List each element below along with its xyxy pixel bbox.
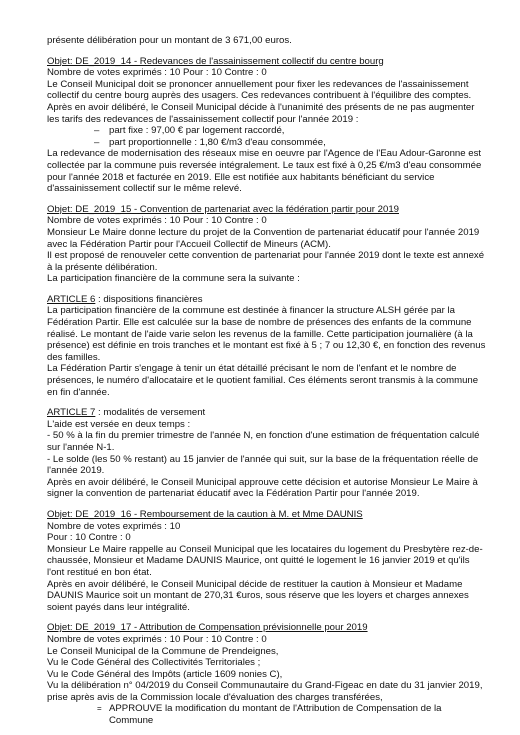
- dash-bullet-icon: –: [94, 136, 100, 148]
- article-7-paragraph-4: Après en avoir délibéré, le Conseil Municipal approuve cette décision et autorise Monsieur Le Maire à signer la convention de partenariat éducatif avec la Fédération Partir pour l'année 2019.: [47, 476, 478, 500]
- section-16-votes-count: Nombre de votes exprimés : 10: [47, 520, 181, 532]
- article-6-paragraph-1: La participation financière de la commune est destinée à financer la structure ALSH gérée par la Fédération Partir. Elle est calculée sur la base de nombre de présences des enfants de la commune réalisé. Le montant de l'aide varie selon les revenus de la famille. Cette participation journalière (à la présence) est définie en trois tranches et le montant est fixé à 5 ; 7 ou 12,30 €, en fonction des revenus des familles.: [47, 305, 486, 363]
- section-15-paragraph-3: La participation financière de la commune sera la suivante :: [47, 273, 300, 285]
- intro-line: présente délibération pour un montant de 3 671,00 euros.: [47, 35, 292, 46]
- article-7-paragraph-3: - Le solde (les 50 % restant) au 15 janvier de l'année qui suit, sur la base de la fréquentation réelle de l'année 2019.: [47, 453, 479, 477]
- section-17-paragraph-3: Vu le Code Général des Impôts (article 1609 nonies C),: [47, 668, 283, 680]
- section-14-title: Objet: DE_2019_14 - Redevances de l'assainissement collectif du centre bourg: [47, 55, 384, 67]
- section-14-bullet-2: – part proportionnelle : 1,80 €/m3 d'eau consommée,: [94, 136, 326, 148]
- section-15-paragraph-2: Il est proposé de renouveler cette convention de partenariat pour l'année 2019 dont le texte est annexé à la présente délibération.: [47, 250, 485, 273]
- article-7-heading: ARTICLE 7 : modalités de versement: [47, 407, 206, 419]
- document-page: [47, 35, 487, 727]
- section-14-paragraph-1: Le Conseil Municipal doit se prononcer annuellement pour fixer les redevances de l'assainissement collectif du centre bourg auprès des usagers. Ces redevances contribuent à l'équilibre des comptes.: [47, 78, 472, 102]
- section-14-bullet-1: – part fixe : 97,00 € par logement raccordé,: [94, 125, 285, 137]
- section-17-title: Objet: DE_2019_17 - Attribution de Compensation prévisionnelle pour 2019: [47, 622, 368, 634]
- section-16-paragraph-2: Après en avoir délibéré, le Conseil Municipal décide de restituer la caution à Monsieur et Madame DAUNIS Maurice soit un montant de 270,31 €uros, sous réserve que les loyers et charges annexes soient payés dans leur intégralité.: [47, 578, 469, 613]
- section-14-votes: Nombre de votes exprimés : 10 Pour : 10 Contre : 0: [47, 67, 267, 79]
- section-17-bullet-1: = APPROUVE la modification du montant de l'Attribution de Compensation de la Commune: [97, 703, 442, 727]
- section-16-paragraph-1: Monsieur Le Maire rappelle au Conseil Municipal que les locataires du logement du Presbytère rez-de-chaussée, Monsieur et Madame DAUNIS Maurice, ont quitté le logement le 16 janvier 2019 et qu'ils l'ont restitué en bon état.: [47, 543, 483, 578]
- section-17-paragraph-4: Vu la délibération n° 04/2019 du Conseil Communautaire du Grand-Figeac en date du 31 janvier 2019, prise après avis de la Commission locale d'évaluation des charges transférées,: [47, 680, 483, 703]
- section-15-paragraph-1: Monsieur Le Maire donne lecture du projet de la Convention de partenariat éducatif pour l'année 2019 avec la Fédération Partir pour l'Accueil Collectif de Mineurs (ACM).: [47, 226, 480, 250]
- section-17-paragraph-1: Le Conseil Municipal de la Commune de Prendeignes,: [47, 645, 279, 657]
- article-7-paragraph-2: - 50 % à la fin du premier trimestre de l'année N, en fonction d'une estimation de fréquentation calculé sur l'année N-1.: [47, 430, 480, 453]
- article-6-heading: ARTICLE 6 : dispositions financières: [47, 293, 203, 305]
- section-15-title: Objet: DE_2019_15 - Convention de partenariat avec la fédération partir pour 2019: [47, 203, 399, 215]
- section-17-paragraph-2: Vu le Code Général des Collectivités Territoriales ;: [47, 657, 261, 669]
- dash-bullet-icon: =: [97, 704, 102, 714]
- dash-bullet-icon: –: [94, 125, 100, 137]
- article-7-paragraph-1: L'aide est versée en deux temps :: [47, 418, 191, 430]
- section-16-title: Objet: DE_2019_16 - Remboursement de la caution à M. et Mme DAUNIS: [47, 508, 363, 520]
- section-15-votes: Nombre de votes exprimés : 10 Pour : 10 Contre : 0: [47, 215, 267, 227]
- section-14-paragraph-3: La redevance de modernisation des réseaux mise en oeuvre par l'Agence de l'Eau Adour-Garonne est collectée par la commune puis reversée intégralement. Le taux est fixé à 0,25 €/m3 d'eau consommée pour l'année 2018 et facturée en 2019. Elle est notifiée aux habitants bénéficiant du service d'assainissement collectif sur le même relevé.: [47, 148, 482, 195]
- section-17-votes: Nombre de votes exprimés : 10 Pour : 10 Contre : 0: [47, 633, 267, 645]
- article-6-paragraph-2: La Fédération Partir s'engage à tenir un état détaillé précisant le nom de l'enfant et le nombre de présences, le numéro d'allocataire et le quotient familial. Ces éléments seront transmis à la commune en fin d'année.: [47, 363, 479, 398]
- section-16-votes-result: Pour : 10 Contre : 0: [47, 532, 131, 544]
- section-14-paragraph-2: Après en avoir délibéré, le Conseil Municipal décide à l'unanimité des présents de ne pas augmenter les tarifs des redevances de l'assainissement collectif pour l'année 2019 :: [47, 101, 475, 125]
